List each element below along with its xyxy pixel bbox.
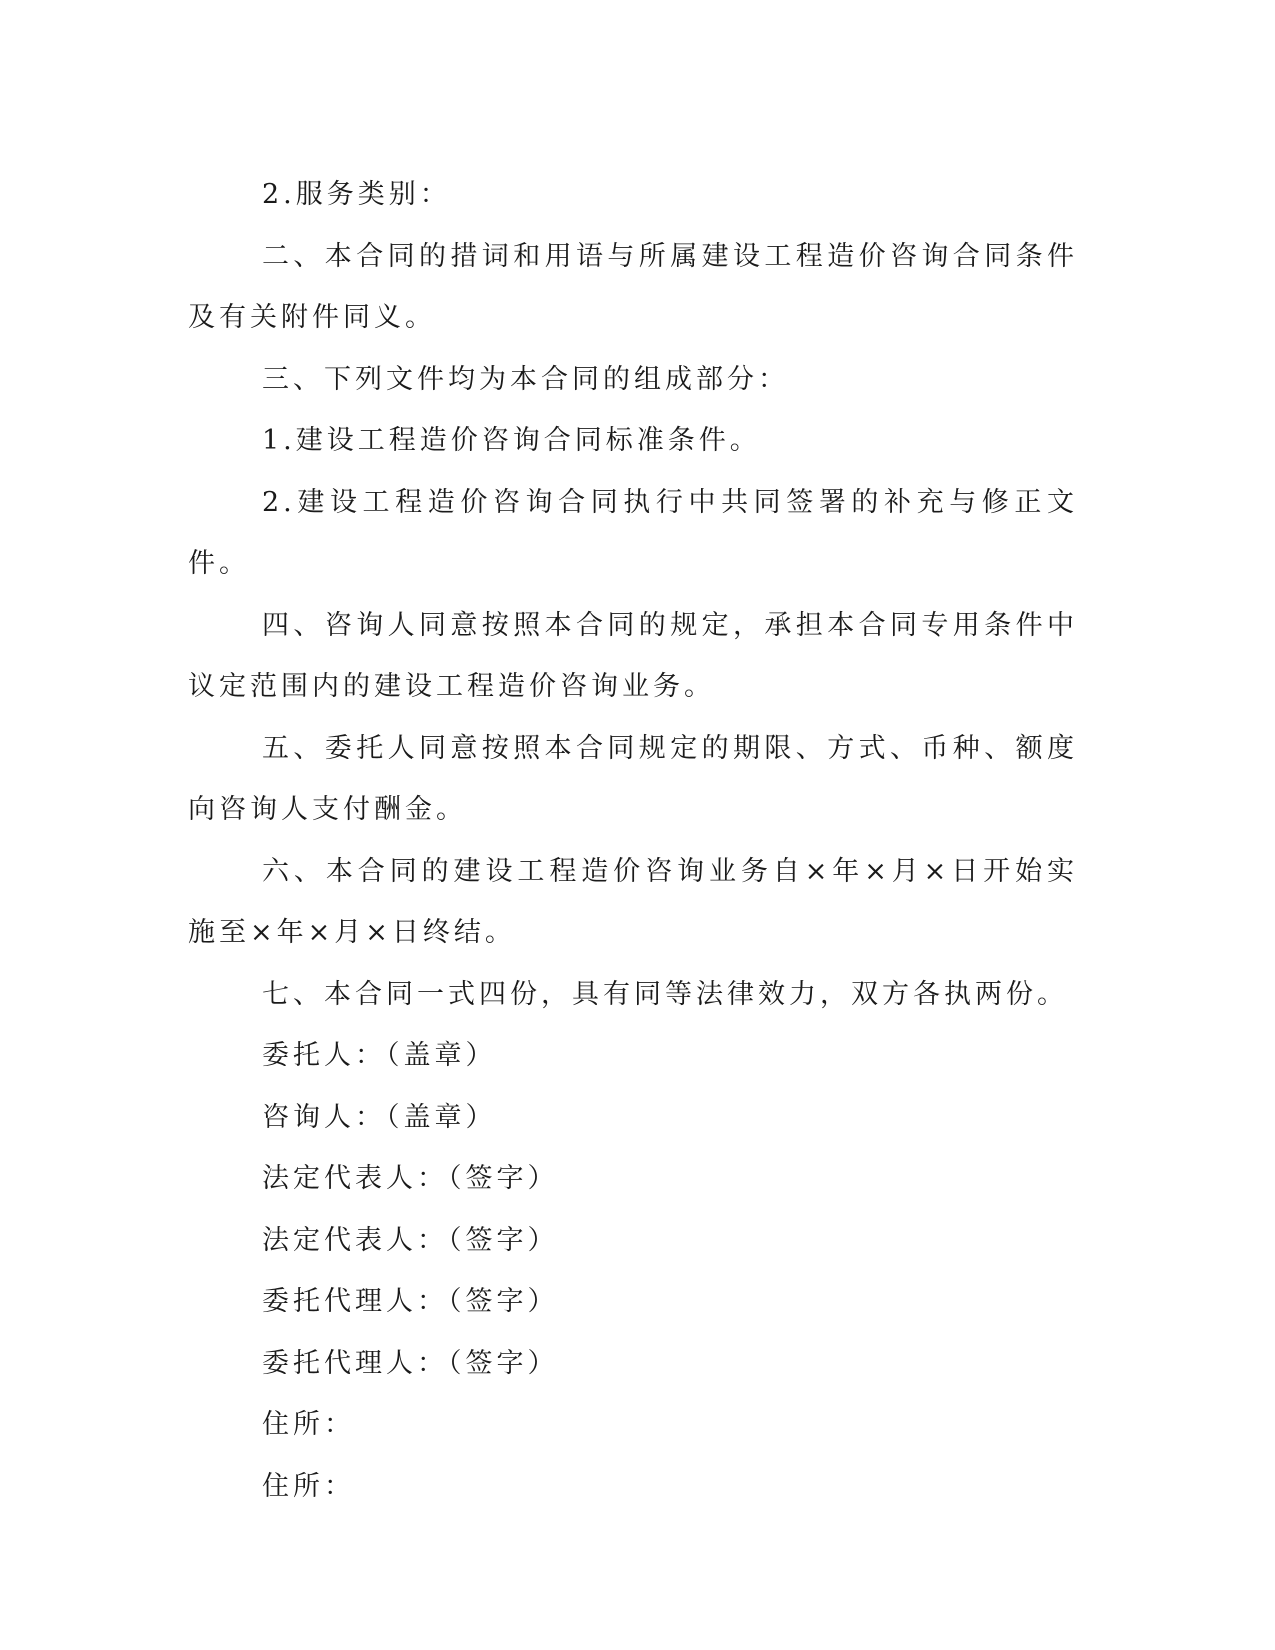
paragraph-clause-4: 四、咨询人同意按照本合同的规定，承担本合同专用条件中议定范围内的建设工程造价咨询业务。: [188, 609, 1078, 702]
address-line-1: 住所：: [262, 1409, 355, 1440]
signature-line-consultant-seal: 咨询人：（盖章）: [262, 1101, 497, 1133]
signature-line-legal-rep-1: 法定代表人：（签字）: [262, 1163, 559, 1194]
signature-line-legal-rep-2: 法定代表人：（签字）: [262, 1224, 559, 1256]
paragraph-service-category: 2.服务类别：: [262, 179, 451, 210]
paragraph-clause-3-item-2: 2.建设工程造价咨询合同执行中共同签署的补充与修正文件。: [188, 486, 1078, 579]
contract-body: [188, 164, 1078, 1517]
paragraph-clause-2: 二、本合同的措词和用语与所属建设工程造价咨询合同条件及有关附件同义。: [188, 240, 1078, 333]
paragraph-clause-3-item-1: 1.建设工程造价咨询合同标准条件。: [262, 425, 761, 456]
address-line-2: 住所：: [262, 1470, 355, 1502]
signature-line-agent-2: 委托代理人：（签字）: [262, 1347, 559, 1379]
paragraph-clause-7: 七、本合同一式四份，具有同等法律效力，双方各执两份。: [262, 978, 1068, 1010]
signature-line-agent-1: 委托代理人：（签字）: [262, 1286, 559, 1317]
paragraph-clause-5: 五、委托人同意按照本合同规定的期限、方式、币种、额度向咨询人支付酬金。: [188, 732, 1078, 825]
signature-line-client-seal: 委托人：（盖章）: [262, 1040, 497, 1071]
paragraph-clause-6: 六、本合同的建设工程造价咨询业务自×年×月×日开始实施至×年×月×日终结。: [188, 855, 1078, 948]
paragraph-clause-3: 三、下列文件均为本合同的组成部分：: [262, 363, 789, 395]
